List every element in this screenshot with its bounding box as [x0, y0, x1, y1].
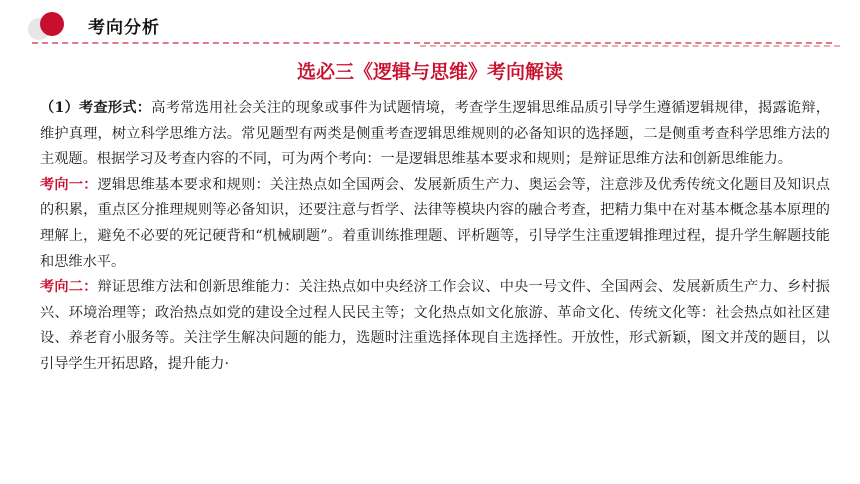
content-body [40, 96, 830, 378]
paragraph-direction-two [40, 275, 830, 377]
red-circle-icon [40, 12, 64, 36]
paragraph-label: 考向二： [40, 279, 98, 296]
paragraph-text: 高考常选用社会关注的现象或事件为试题情境，考查学生逻辑思维品质引导学生遵循逻辑规律，揭露诡辩，维护真理，树立科学思维方法。常见题型有两类是侧重考查逻辑思维规则的必备知识的选择题，二是侧重考查科学思维方法的主观题。根据学习及考查内容的不同，可为两个考向：一是逻辑思维基本要求和规则；是辩证思维方法和创新思维能力。 [40, 100, 830, 168]
paragraph-exam-form [40, 96, 830, 173]
header-divider-secondary [420, 45, 840, 47]
paragraph-text: 逻辑思维基本要求和规则：关注热点如全国两会、发展新质生产力、奥运会等，注意涉及优秀传统文化题目及知识点的积累，重点区分推理规则等必备知识，还要注意与哲学、法律等模块内容的融合考查，把精力集中在对基本概念基本原理的理解上，避免不必要的死记硬背和“机械刷题”。着重训练推理题、评析题等，引导学生注重逻辑推理过程，提升学生解题技能和思维水平。 [40, 176, 830, 270]
paragraph-label: （1）考查形式： [40, 100, 152, 116]
page-title: 选必三《逻辑与思维》考向解读 [296, 61, 563, 83]
paragraph-text: 辩证思维方法和创新思维能力：关注热点如中央经济工作会议、中央一号文件、全国两会、发展新质生产力、乡村振兴、环境治理等；政治热点如党的建设全过程人民民主等；文化热点如文化旅游、革命文化、传统文化等：社会热点如社区建设、养老育小服务等。关注学生解决问题的能力，选题时注重选择体现自主选择性。开放性，形式新颖，图文并茂的题目，以引导学生开拓思路，提升能力· [40, 279, 830, 372]
paragraph-direction-one [40, 173, 830, 275]
header-divider [32, 42, 832, 44]
paragraph-label: 考向一： [40, 176, 98, 193]
header-title: 考向分析 [88, 18, 160, 38]
slide-header [0, 0, 860, 50]
